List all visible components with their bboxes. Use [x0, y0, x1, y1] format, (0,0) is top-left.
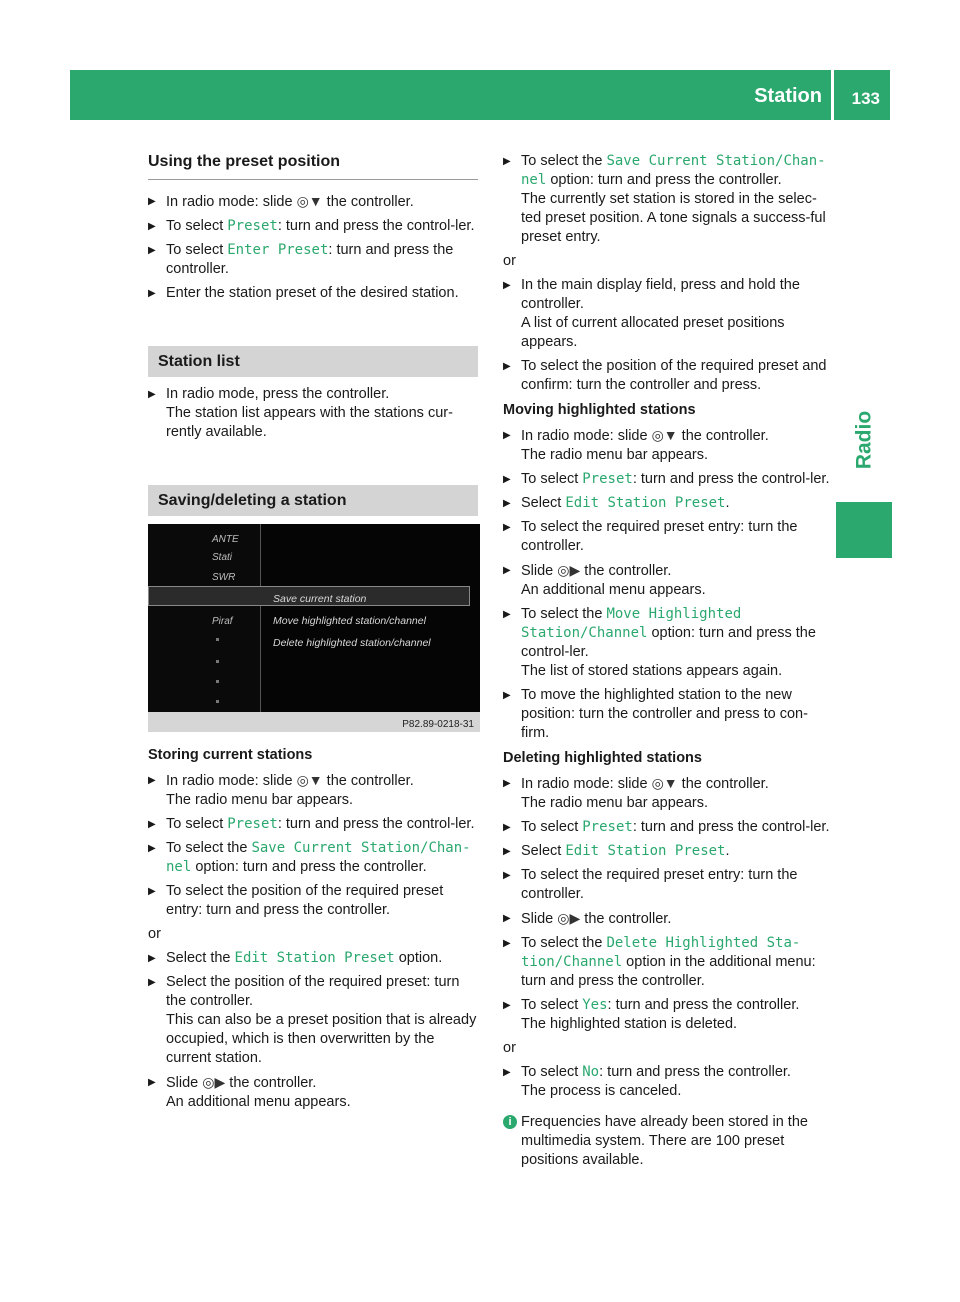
- step-list: [503, 426, 833, 743]
- step-text: option: turn and press the control-ler.: [521, 625, 816, 660]
- step-text: In radio mode: slide: [166, 194, 297, 210]
- list-item: [148, 839, 478, 877]
- section-title-station-list: Station list: [148, 346, 478, 377]
- or-text: or: [503, 253, 516, 269]
- menu-item-delete: Delete highlighted station/channel: [273, 637, 431, 649]
- side-tab: [836, 410, 892, 470]
- step-text: the controller.: [322, 194, 414, 210]
- list-item: [503, 818, 833, 837]
- step-text: Slide: [521, 563, 558, 579]
- controller-icon: ◎▼: [651, 427, 678, 443]
- image-footer: [148, 712, 480, 732]
- list-item: [503, 774, 833, 813]
- info-note: [503, 1113, 833, 1170]
- step-text: In radio mode, press the controller.: [166, 386, 390, 402]
- step-result: A list of current allocated preset positions appears.: [521, 315, 785, 350]
- step-text: In the main display field, press and hold the controller.: [521, 277, 800, 312]
- menu-code: Edit Station Preset: [565, 843, 726, 859]
- step-result: The radio menu bar appears.: [166, 792, 353, 808]
- list-item: [503, 605, 833, 681]
- step-text: the controller.: [677, 776, 769, 792]
- list-item: [503, 518, 833, 556]
- subsection-title-moving: Moving highlighted stations: [503, 402, 696, 418]
- header-bar: [70, 70, 890, 120]
- list-item: [503, 494, 833, 513]
- list-item: [503, 276, 833, 352]
- step-text: : turn and press the control-ler.: [632, 819, 830, 835]
- step-list: [148, 192, 478, 303]
- left-column: [148, 152, 478, 1117]
- step-text: Select the: [166, 950, 235, 966]
- step-text: To select: [521, 819, 583, 835]
- list-item: [148, 882, 478, 920]
- step-text: To select the: [521, 606, 607, 622]
- list-item: [503, 470, 833, 489]
- station-item: Stati: [212, 552, 233, 563]
- step-text: .: [725, 495, 730, 511]
- step-text: the controller.: [580, 911, 672, 927]
- side-tab-label: Radio: [852, 410, 876, 470]
- step-text: To select: [521, 1064, 583, 1080]
- page-number: 133: [851, 89, 880, 108]
- step-result: The highlighted station is deleted.: [521, 1016, 738, 1032]
- menu-code: Edit Station Preset: [565, 495, 726, 511]
- step-text: Enter the station preset of the desired station.: [166, 285, 459, 301]
- list-item: [148, 284, 478, 303]
- list-item: [503, 357, 833, 395]
- list-item: [503, 866, 833, 904]
- list-item: [503, 934, 833, 991]
- step-result: An additional menu appears.: [166, 1094, 351, 1110]
- station-item: SWR: [212, 572, 236, 583]
- section-title-saving: Saving/deleting a station: [148, 485, 478, 516]
- step-text: : turn and press the controller.: [599, 1064, 791, 1080]
- subsection-title-storing: Storing current stations: [148, 747, 313, 763]
- section-title-preset: Using the preset position: [148, 152, 478, 180]
- list-item: [503, 561, 833, 600]
- step-text: option: turn and press the controller.: [191, 859, 427, 875]
- list-item: [503, 909, 833, 929]
- list-item: [503, 152, 833, 247]
- menu-code: Yes: [582, 997, 608, 1013]
- step-result: The process is canceled.: [521, 1083, 682, 1099]
- step-text: Slide: [521, 911, 558, 927]
- step-text: : turn and press the control-ler.: [277, 816, 475, 832]
- step-text: In radio mode: slide: [166, 773, 297, 789]
- step-list: [148, 949, 478, 1112]
- list-bullet: [216, 700, 219, 703]
- step-text: To move the highlighted station to the new position: turn the controller and press to con-firm.: [521, 687, 808, 741]
- step-text: : turn and press the control-ler.: [277, 218, 475, 234]
- step-result: The station list appears with the stations cur-rently available.: [166, 405, 453, 440]
- step-text: : turn and press the controller.: [166, 242, 454, 277]
- menu-code: No: [582, 1064, 600, 1080]
- step-list: [148, 385, 478, 442]
- menu-item-save: Save current station: [273, 593, 367, 605]
- menu-code: Move Highlighted Station/Channel: [521, 606, 742, 641]
- menu-code: Delete Highlighted Sta-tion/Channel: [521, 935, 801, 970]
- step-text: To select the required preset entry: turn the controller.: [521, 519, 798, 554]
- menu-code: Preset: [227, 816, 278, 832]
- step-text: Select: [521, 495, 566, 511]
- controller-icon: ◎▼: [651, 775, 678, 791]
- info-icon: i: [503, 1115, 517, 1129]
- step-list: [148, 771, 478, 920]
- step-list: [503, 774, 833, 1034]
- step-text: To select: [521, 997, 583, 1013]
- step-result: An additional menu appears.: [521, 582, 706, 598]
- menu-item-move: Move highlighted station/channel: [273, 615, 426, 627]
- list-bullet: [216, 680, 219, 683]
- step-list: [503, 152, 833, 247]
- list-item: [148, 241, 478, 279]
- menu-code: Enter Preset: [227, 242, 329, 258]
- step-text: the controller.: [322, 773, 414, 789]
- step-list: [503, 276, 833, 395]
- station-item: ANTE: [212, 534, 239, 545]
- step-text: option.: [394, 950, 443, 966]
- step-text: : turn and press the controller.: [607, 997, 800, 1013]
- step-text: Select: [521, 843, 566, 859]
- station-list-panel: [148, 524, 261, 712]
- list-item: [148, 192, 478, 212]
- list-item: [148, 1073, 478, 1112]
- or-text: or: [148, 926, 161, 942]
- list-item: [503, 842, 833, 861]
- list-item: [148, 385, 478, 442]
- menu-screenshot: [148, 524, 480, 732]
- menu-code: Preset: [227, 218, 278, 234]
- step-result: This can also be a preset position that is already occupied, which is then overwritten by the current station.: [166, 1012, 477, 1066]
- side-tab-block: [836, 502, 892, 558]
- menu-code: Preset: [582, 471, 633, 487]
- list-item: [148, 771, 478, 810]
- step-text: To select: [166, 242, 228, 258]
- controller-icon: ◎▶: [202, 1074, 226, 1090]
- step-text: : turn and press the control-ler.: [632, 471, 830, 487]
- step-text: Slide: [166, 1075, 203, 1091]
- step-text: To select: [166, 816, 228, 832]
- list-item: [148, 217, 478, 236]
- step-list: [503, 1063, 833, 1101]
- step-text: the controller.: [677, 428, 769, 444]
- step-text: option in the additional menu: turn and press the controller.: [521, 954, 816, 989]
- controller-icon: ◎▼: [296, 193, 323, 209]
- menu-code: Preset: [582, 819, 633, 835]
- step-text: option: turn and press the controller.: [546, 172, 782, 188]
- step-text: the controller.: [580, 563, 672, 579]
- step-text: To select: [521, 471, 583, 487]
- list-item: [503, 1063, 833, 1101]
- step-text: To select: [166, 218, 228, 234]
- step-text: In radio mode: slide: [521, 428, 652, 444]
- subsection-title-deleting: Deleting highlighted stations: [503, 750, 702, 766]
- step-text: In radio mode: slide: [521, 776, 652, 792]
- or-text: or: [503, 1040, 516, 1056]
- step-text: To select the: [166, 840, 252, 856]
- image-code: P82.89-0218-31: [402, 719, 474, 730]
- list-item: [148, 949, 478, 968]
- chapter-title: Station: [754, 85, 822, 107]
- controller-icon: ◎▶: [557, 562, 581, 578]
- controller-icon: ◎▶: [557, 910, 581, 926]
- step-result: The radio menu bar appears.: [521, 447, 708, 463]
- list-item: [148, 973, 478, 1068]
- step-text: To select the position of the required preset entry: turn and press the controller.: [166, 883, 444, 918]
- list-bullet: [216, 660, 219, 663]
- step-text: To select the: [521, 153, 607, 169]
- list-item: [503, 426, 833, 465]
- step-text: To select the: [521, 935, 607, 951]
- info-text: Frequencies have already been stored in the multimedia system. There are 100 preset positions available.: [521, 1114, 808, 1168]
- step-result: The radio menu bar appears.: [521, 795, 708, 811]
- step-text: Select the position of the required preset: turn the controller.: [166, 974, 460, 1009]
- step-text: the controller.: [225, 1075, 317, 1091]
- list-bullet: [216, 638, 219, 641]
- step-text: To select the required preset entry: turn the controller.: [521, 867, 798, 902]
- right-column: [503, 152, 833, 1170]
- step-text: .: [725, 843, 730, 859]
- menu-code: Save Current Station/Chan-nel: [166, 840, 471, 875]
- step-text: To select the position of the required preset and confirm: turn the controller and press.: [521, 358, 827, 393]
- menu-code: Edit Station Preset: [234, 950, 395, 966]
- list-item: [503, 996, 833, 1034]
- menu-code: Save Current Station/Chan-nel: [521, 153, 826, 188]
- controller-icon: ◎▼: [296, 772, 323, 788]
- station-item: Piraf: [212, 616, 233, 627]
- step-result: The currently set station is stored in the selec-ted preset position. A tone signals a success-ful preset entry.: [521, 191, 826, 245]
- step-result: The list of stored stations appears again.: [521, 663, 783, 679]
- list-item: [148, 815, 478, 834]
- header-divider: [831, 70, 834, 120]
- list-item: [503, 686, 833, 743]
